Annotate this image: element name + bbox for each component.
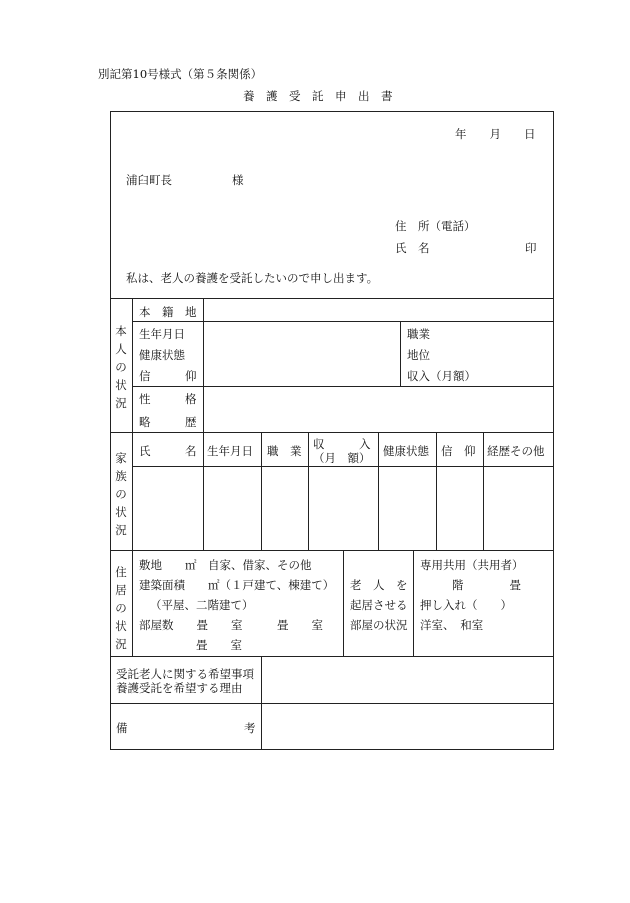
health-label: 健康状態 [139, 348, 185, 362]
housing-site-line: 敷地 ㎡ 自家、借家、その他 [139, 558, 312, 572]
housing-section-label: 住居の状況 [115, 565, 127, 651]
person-section-label: 本人の状況 [115, 324, 127, 410]
remarks-label-left: 備 [116, 721, 128, 735]
family-col-birth: 生年月日 [207, 444, 253, 458]
room-type-line: 洋室、 和室 [420, 618, 484, 632]
housing-storeys-line: （平屋、二階建て） [150, 598, 254, 612]
room-closet-line: 押し入れ（ ） [420, 598, 512, 612]
form-label: 別記第10号様式（第５条関係） [98, 67, 263, 81]
domicile-label: 本 籍 地 [139, 305, 197, 319]
family-col-income: 収 入 [313, 437, 371, 451]
date-field[interactable]: 年 月 日 [455, 127, 536, 141]
wish-label-2: 養護受託を希望する理由 [116, 681, 243, 695]
room-label-2: 起居させる [350, 598, 408, 612]
addressee: 浦臼町長 [126, 173, 172, 187]
character-label: 性 格 [139, 392, 197, 406]
room-floor-line: 階 畳 [452, 578, 521, 592]
occupation-label: 職業 [407, 327, 430, 341]
remarks-label-right: 考 [244, 721, 256, 735]
room-shared-line: 専用共用（共用者） [420, 558, 524, 572]
housing-rooms-line-2: 畳 室 [196, 638, 242, 652]
position-label: 地位 [407, 348, 430, 362]
family-col-name: 氏 名 [139, 444, 197, 458]
housing-rooms-line: 部屋数 畳 室 畳 室 [139, 618, 323, 632]
seal-mark: 印 [525, 241, 537, 255]
statement: 私は、老人の養護を受託したいので申し出ます。 [126, 271, 379, 285]
history-label: 略 歴 [139, 415, 197, 429]
room-label-1: 老 人 を [350, 578, 408, 592]
family-col-history: 経歴その他 [487, 444, 545, 458]
document-title: 養 護 受 託 申 出 書 [243, 89, 393, 103]
family-section-label: 家族の状況 [115, 451, 127, 537]
family-col-income-note: （月 額） [313, 451, 371, 465]
housing-floor-area-line: 建築面積 ㎡（１戸建て、棟建て） [139, 578, 335, 592]
wish-label-1: 受託老人に関する希望事項 [116, 667, 254, 681]
room-label-3: 部屋の状況 [350, 618, 408, 632]
applicant-address-label: 住 所（電話） [395, 219, 476, 233]
income-label: 収入（月額） [407, 369, 476, 383]
faith-label: 信 仰 [139, 369, 197, 383]
birth-label: 生年月日 [139, 327, 185, 341]
family-col-occupation: 職 業 [267, 444, 302, 458]
family-col-faith: 信 仰 [441, 444, 476, 458]
honorific: 様 [232, 173, 244, 187]
family-col-health: 健康状態 [383, 444, 429, 458]
applicant-name-label: 氏 名 [395, 241, 430, 255]
